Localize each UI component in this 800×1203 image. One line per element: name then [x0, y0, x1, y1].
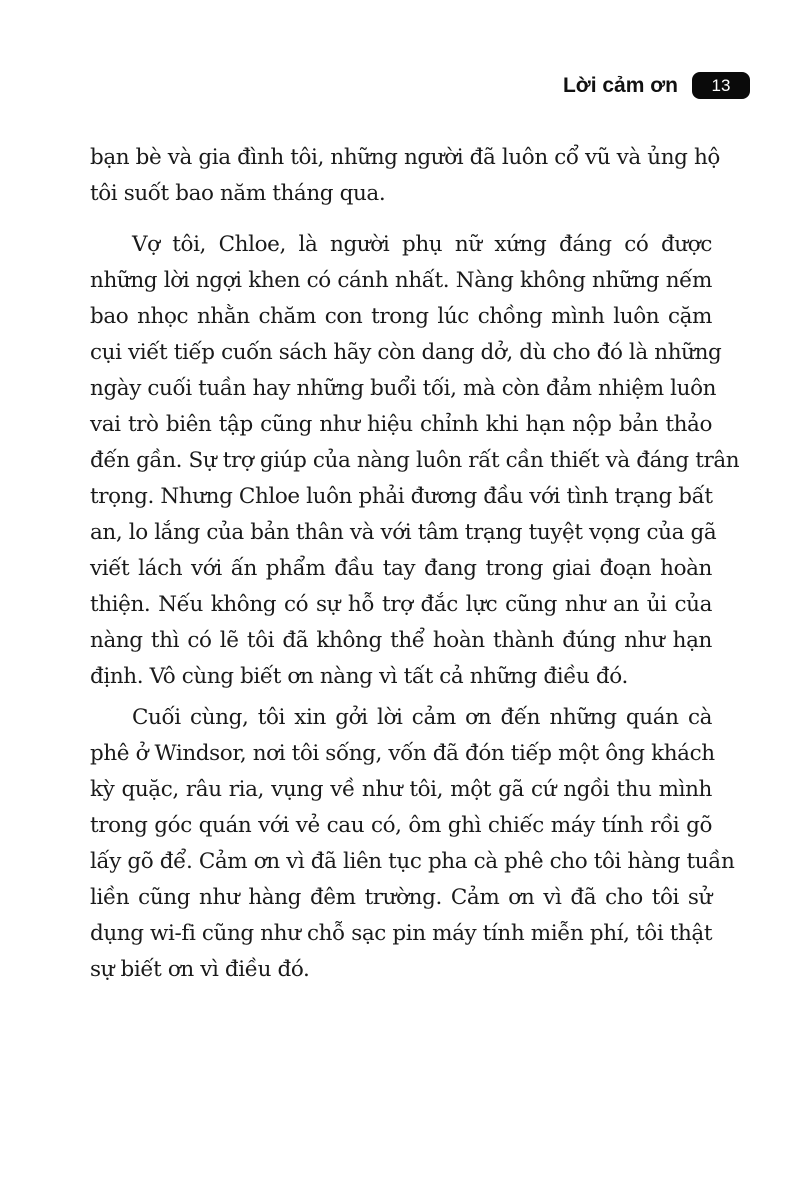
chapter-title: Lời cảm ơn: [562, 73, 678, 97]
text-line: liền cũng như hàng đêm trường. Cảm ơn vì đã cho tôi sử: [90, 885, 712, 910]
text-line: vai trò biên tập cũng như hiệu chỉnh khi hạn nộp bản thảo: [90, 412, 712, 437]
text-line: tôi suốt bao năm tháng qua.: [90, 181, 386, 206]
text-line: Vợ tôi, Chloe, là người phụ nữ xứng đáng có được: [132, 232, 712, 257]
running-header: [563, 72, 750, 99]
text-line: kỳ quặc, râu ria, vụng về như tôi, một gã cứ ngồi thu mình: [90, 777, 712, 802]
text-line: nàng thì có lẽ tôi đã không thể hoàn thành đúng như hạn: [90, 628, 712, 653]
text-line: phê ở Windsor, nơi tôi sống, vốn đã đón tiếp một ông khách: [90, 741, 715, 766]
text-line: ngày cuối tuần hay những buổi tối, mà còn đảm nhiệm luôn: [90, 376, 717, 401]
text-line: cụi viết tiếp cuốn sách hãy còn dang dở, dù cho đó là những: [90, 340, 722, 365]
text-line: Cuối cùng, tôi xin gởi lời cảm ơn đến những quán cà: [132, 705, 712, 730]
text-line: trọng. Nhưng Chloe luôn phải đương đầu với tình trạng bất: [90, 484, 713, 509]
text-line: trong góc quán với vẻ cau có, ôm ghì chiếc máy tính rồi gõ: [90, 813, 712, 838]
text-line: đến gần. Sự trợ giúp của nàng luôn rất cần thiết và đáng trân: [90, 448, 740, 473]
text-line: an, lo lắng của bản thân và với tâm trạng tuyệt vọng của gã: [90, 520, 717, 545]
text-line: thiện. Nếu không có sự hỗ trợ đắc lực cũng như an ủi của: [90, 592, 712, 617]
text-line: dụng wi-fi cũng như chỗ sạc pin máy tính miễn phí, tôi thật: [90, 921, 713, 946]
paragraph-2: [90, 227, 740, 695]
text-line: sự biết ơn vì điều đó.: [90, 957, 310, 982]
paragraph-1: [90, 140, 720, 212]
text-line: bạn bè và gia đình tôi, những người đã luôn cổ vũ và ủng hộ: [90, 145, 720, 170]
text-line: những lời ngợi khen có cánh nhất. Nàng không những nếm: [90, 268, 712, 293]
paragraph-3: [90, 700, 735, 988]
page-number-badge: 13: [692, 72, 750, 99]
text-line: viết lách với ấn phẩm đầu tay đang trong giai đoạn hoàn: [90, 556, 712, 581]
text-line: bao nhọc nhằn chăm con trong lúc chồng mình luôn cặm: [90, 304, 712, 329]
text-line: định. Vô cùng biết ơn nàng vì tất cả những điều đó.: [90, 664, 628, 689]
text-line: lấy gõ để. Cảm ơn vì đã liên tục pha cà phê cho tôi hàng tuần: [90, 849, 735, 874]
